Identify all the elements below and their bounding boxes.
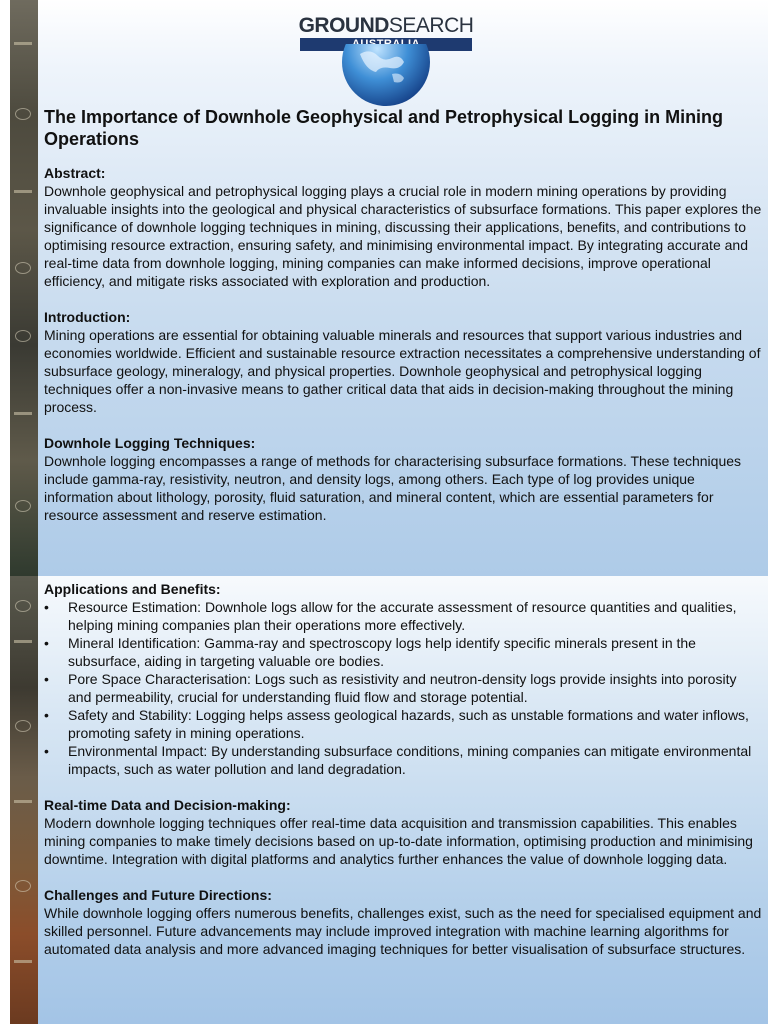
core-mark [15,600,31,612]
core-mark [15,880,31,892]
section-challenges [44,886,762,958]
section-heading: Challenges and Future Directions: [44,887,272,903]
logo-name-light: SEARCH [388,14,474,37]
core-mark [14,190,32,193]
bullet-icon: • [44,671,49,687]
section-body: Downhole logging encompasses a range of methods for characterising subsurface formations. These techniques include gamma-ray, resistivity, neutron, and density logs, among others. Each type of log provides unique information about lithology, porosity, fluid saturation, and mineral content, which are essential parameters for resource assessment and reserve estimation. [44,453,742,523]
core-mark [14,640,32,643]
core-mark [14,800,32,803]
core-mark [15,108,31,120]
core-mark [15,330,31,342]
bullet-icon: • [44,707,49,723]
list-item-text: Safety and Stability: Logging helps assess geological hazards, such as unstable formations and water inflows, promoting safety in mining operations. [68,707,749,741]
core-mark [15,500,31,512]
section-body: Modern downhole logging techniques offer real-time data acquisition and transmission capabilities. This enables mining companies to make timely decisions based on up-to-date information, optimising production and minimising downtime. Integration with digital platforms and analytics further enhances the value of downhole logging data. [44,815,753,867]
company-logo [298,10,474,104]
section-introduction [44,308,762,416]
document-body [44,106,762,958]
list-item [44,634,762,670]
section-heading: Downhole Logging Techniques: [44,435,256,451]
section-heading: Abstract: [44,165,106,181]
section-body: Downhole geophysical and petrophysical logging plays a crucial role in modern mining operations by providing invaluable insights into the geological and physical characteristics of subsurface formations. This paper explores the significance of downhole logging techniques in mining, discussing their applications, benefits, and contributions to optimising resource extraction, ensuring safety, and minimising environmental impact. By integrating accurate and real-time data from downhole logging, mining companies can make informed decisions, improve operational efficiency, and mitigate risks associated with exploration and production. [44,183,762,289]
section-body: While downhole logging offers numerous benefits, challenges exist, such as the need for specialised equipment and skilled personnel. Future advancements may include improved integration with machine learning algorithms for automated data analysis and more advanced imaging techniques for better visualisation of subsurface structures. [44,905,762,957]
core-mark [14,412,32,415]
bullet-icon: • [44,743,49,759]
section-realtime [44,796,762,868]
list-item [44,670,762,706]
bullet-icon: • [44,635,49,651]
section-abstract [44,164,762,290]
list-item [44,598,762,634]
bullet-icon: • [44,599,49,615]
list-item-text: Pore Space Characterisation: Logs such as resistivity and neutron-density logs provide insights into porosity and permeability, crucial for understanding fluid flow and storage potential. [68,671,737,705]
logo-wordmark [298,14,474,38]
section-applications [44,580,762,778]
globe-icon [338,44,434,106]
benefits-list [44,598,762,778]
section-heading: Real-time Data and Decision-making: [44,797,291,813]
core-mark [14,42,32,45]
list-item [44,706,762,742]
list-item-text: Resource Estimation: Downhole logs allow for the accurate assessment of resource quantities and qualities, helping mining companies plan their operations more effectively. [68,599,737,633]
section-body: Mining operations are essential for obtaining valuable minerals and resources that support various industries and economies worldwide. Efficient and sustainable resource extraction necessitates a comprehensive understanding of subsurface geology, mineralogy, and physical properties. Downhole geophysical and petrophysical logging techniques offer a non-invasive means to gather critical data that aids in decision-making throughout the mining process. [44,327,761,415]
section-techniques [44,434,762,524]
core-strip-upper [10,0,38,576]
section-heading: Introduction: [44,309,131,325]
list-item-text: Environmental Impact: By understanding subsurface conditions, mining companies can mitigate environmental impacts, such as water pollution and land degradation. [68,743,752,777]
list-item [44,742,762,778]
core-mark [15,720,31,732]
core-mark [15,262,31,274]
section-heading: Applications and Benefits: [44,581,221,597]
logo-name-bold: GROUND [298,14,389,37]
drill-core-image [0,0,38,1024]
list-item-text: Mineral Identification: Gamma-ray and spectroscopy logs help identify specific minerals present in the subsurface, aiding in targeting valuable ore bodies. [68,635,696,669]
core-mark [14,960,32,963]
document-title: The Importance of Downhole Geophysical and Petrophysical Logging in Mining Operations [44,107,724,149]
